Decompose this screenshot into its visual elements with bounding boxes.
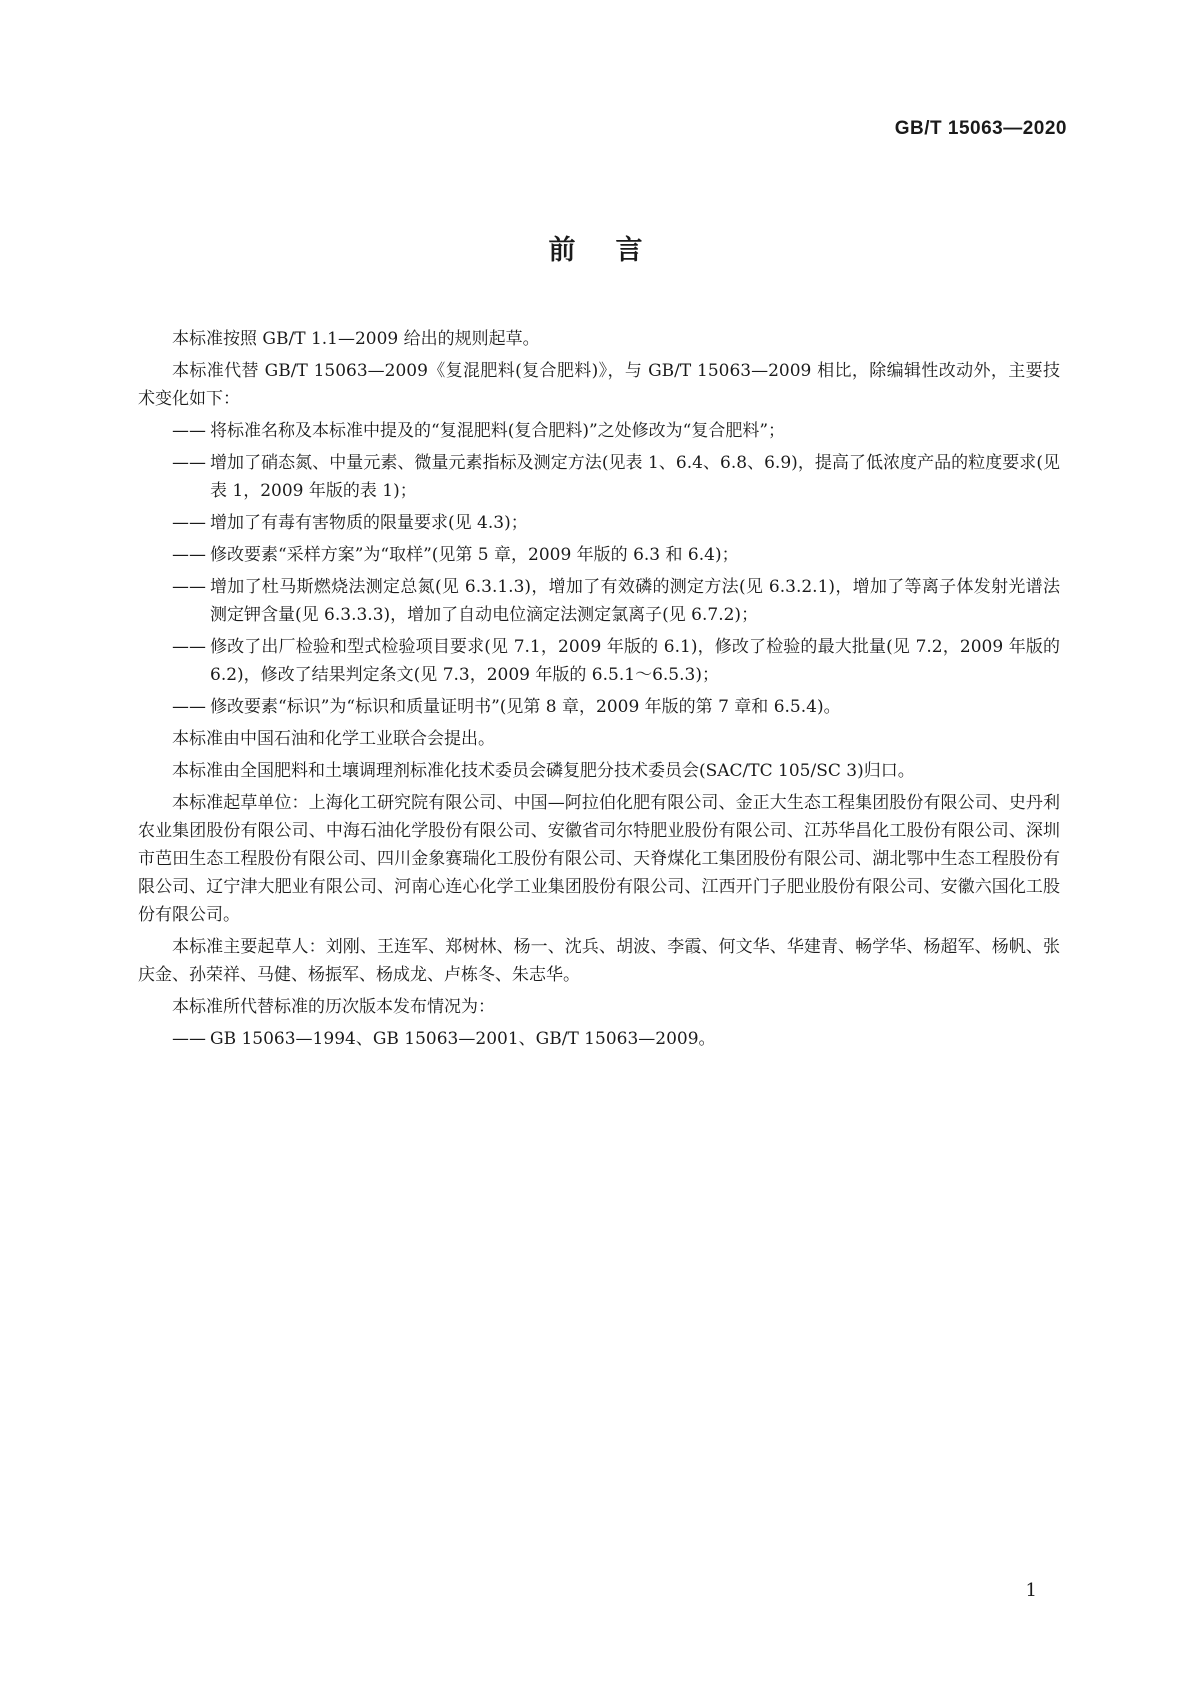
dash-marker: —— <box>172 1029 206 1049</box>
history-item-text: GB 15063—1994、GB 15063—2001、GB/T 15063—2009。 <box>210 1029 716 1049</box>
change-item-text: 修改要素“采样方案”为“取样”(见第 5 章，2009 年版的 6.3 和 6.4)； <box>210 545 739 565</box>
dash-marker: —— <box>172 577 206 597</box>
change-item-text: 将标准名称及本标准中提及的“复混肥料(复合肥料)”之处修改为“复合肥料”； <box>210 421 786 441</box>
change-item-text: 修改了出厂检验和型式检验项目要求(见 7.1，2009 年版的 6.1)，修改了检验的最大批量(见 7.2，2009 年版的 6.2)，修改了结果判定条文(见 7.3，2009 年版的 6.5.1～6.5.3)； <box>210 637 1060 685</box>
change-item <box>138 449 1060 505</box>
page-number: 1 <box>1025 1580 1037 1601</box>
change-item <box>138 633 1060 689</box>
paragraph-history: 本标准所代替标准的历次版本发布情况为： <box>172 997 495 1017</box>
change-item <box>138 573 1060 629</box>
change-item <box>138 417 1060 445</box>
history-item <box>138 1025 1060 1053</box>
dash-marker: —— <box>172 513 206 533</box>
change-item-text: 增加了杜马斯燃烧法测定总氮(见 6.3.1.3)，增加了有效磷的测定方法(见 6.3.2.1)，增加了等离子体发射光谱法测定钾含量(见 6.3.3.3)，增加了自动电位滴定法测定氯离子(见 6.7.2)； <box>210 577 1060 625</box>
change-item-text: 增加了有毒有害物质的限量要求(见 4.3)； <box>210 513 528 533</box>
paragraph-drafting-units: 本标准起草单位：上海化工研究院有限公司、中国—阿拉伯化肥有限公司、金正大生态工程集团股份有限公司、史丹利农业集团股份有限公司、中海石油化学股份有限公司、安徽省司尔特肥业股份有限公司、江苏华昌化工股份有限公司、深圳市芭田生态工程股份有限公司、四川金象赛瑞化工股份有限公司、天脊煤化工集团股份有限公司、湖北鄂中生态工程股份有限公司、辽宁津大肥业有限公司、河南心连心化学工业集团股份有限公司、江西开门子肥业股份有限公司、安徽六国化工股份有限公司。 <box>138 793 1060 925</box>
paragraph-proposer: 本标准由中国石油和化学工业联合会提出。 <box>172 729 495 749</box>
standard-number: GB/T 15063—2020 <box>894 118 1067 139</box>
paragraph-drafters: 本标准主要起草人：刘刚、王连军、郑树林、杨一、沈兵、胡波、李霞、何文华、华建青、畅学华、杨超军、杨帆、张庆金、孙荣祥、马健、杨振军、杨成龙、卢栋冬、朱志华。 <box>138 937 1060 985</box>
paragraph-drafting-rules: 本标准按照 GB/T 1.1—2009 给出的规则起草。 <box>172 329 540 349</box>
change-item-text: 增加了硝态氮、中量元素、微量元素指标及测定方法(见表 1、6.4、6.8、6.9)，提高了低浓度产品的粒度要求(见表 1，2009 年版的表 1)； <box>210 453 1060 501</box>
paragraph-replacement: 本标准代替 GB/T 15063—2009《复混肥料(复合肥料)》，与 GB/T 15063—2009 相比，除编辑性改动外，主要技术变化如下： <box>138 361 1060 409</box>
dash-marker: —— <box>172 453 206 473</box>
change-item-text: 修改要素“标识”为“标识和质量证明书”(见第 8 章，2009 年版的第 7 章和 6.5.4)。 <box>210 697 841 717</box>
dash-marker: —— <box>172 637 206 657</box>
paragraph-committee: 本标准由全国肥料和土壤调理剂标准化技术委员会磷复肥分技术委员会(SAC/TC 105/SC 3)归口。 <box>172 761 915 781</box>
dash-marker: —— <box>172 421 206 441</box>
change-item <box>138 509 1060 537</box>
foreword-body <box>138 325 1060 1057</box>
change-item <box>138 541 1060 569</box>
dash-marker: —— <box>172 545 206 565</box>
page-title: 前言 <box>548 235 683 266</box>
dash-marker: —— <box>172 697 206 717</box>
change-item <box>138 693 1060 721</box>
